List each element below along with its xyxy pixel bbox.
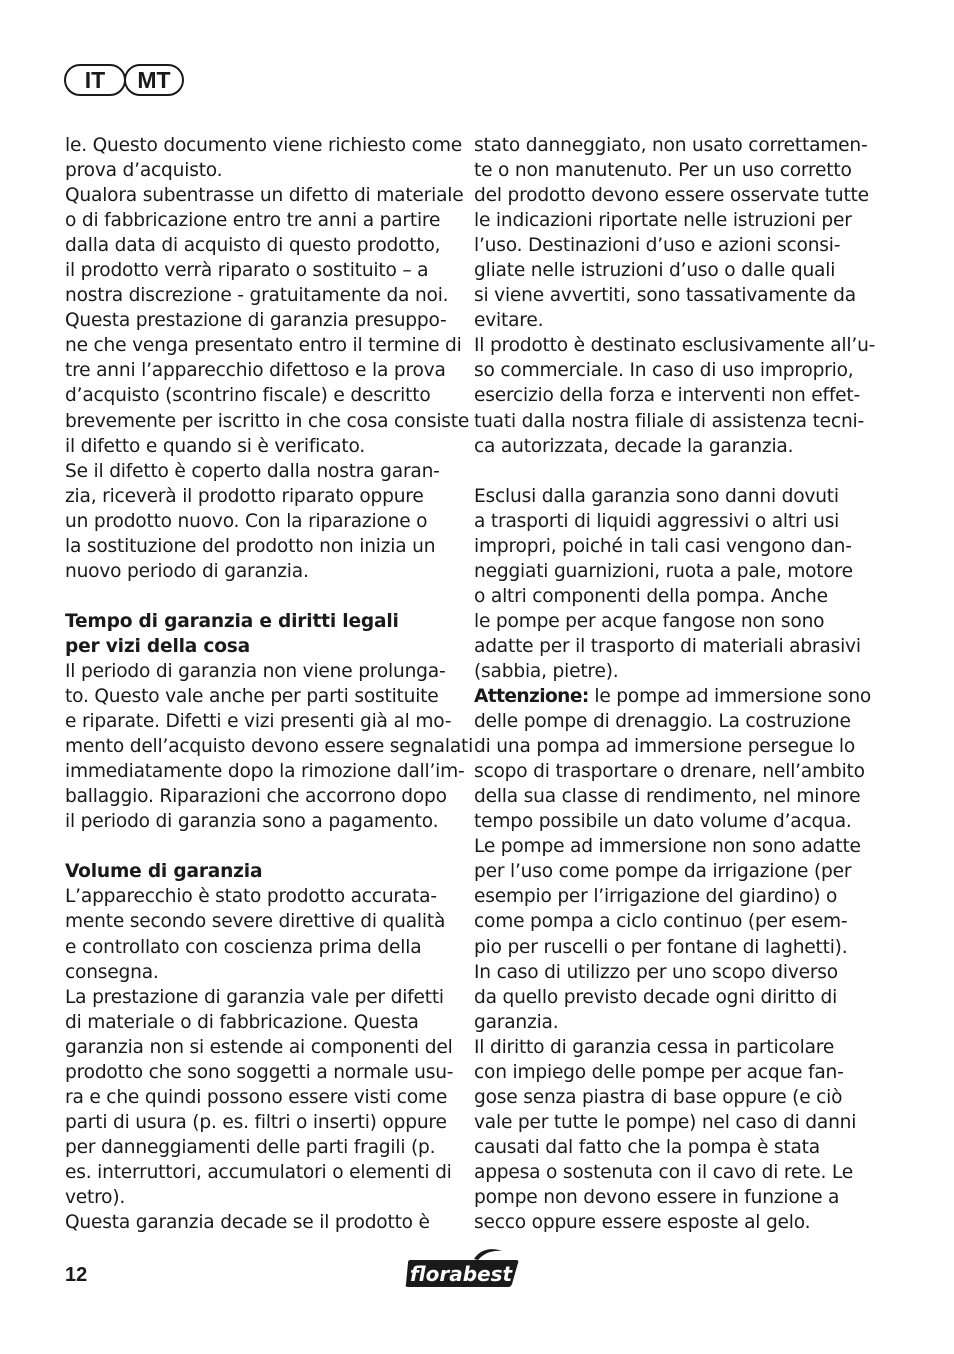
right-text-line: pompe non devono essere in funzione a — [474, 1186, 840, 1208]
right-text-line: a trasporti di liquidi aggressivi o altri usi — [474, 510, 840, 532]
florabest-logo — [404, 1246, 520, 1294]
right-text-line: delle pompe di drenaggio. La costruzione — [474, 711, 851, 733]
right-text-line: di una pompa ad immersione persegue lo — [474, 736, 855, 758]
left-text-line: il prodotto verrà riparato o sostituito – a — [65, 260, 429, 282]
right-text-line: l’uso. Destinazioni d’uso e azioni sconsi- — [474, 235, 841, 257]
right-text-line: del prodotto devono essere osservate tutte — [474, 185, 869, 207]
left-text-line: mente secondo severe direttive di qualità — [65, 911, 446, 933]
lang-badge-it: IT — [64, 64, 126, 96]
right-text-line: gose senza piastra di base oppure (e ciò — [474, 1086, 843, 1108]
right-text-line: In caso di utilizzo per uno scopo diverso — [474, 961, 838, 983]
right-text-line: te o non manutenuto. Per un uso corretto — [474, 160, 852, 182]
right-text-line: (sabbia, pietre). — [474, 660, 619, 682]
right-text-line: Le pompe ad immersione non sono adatte — [474, 836, 861, 858]
left-text-line: ballaggio. Riparazioni che accorrono dopo — [65, 786, 447, 808]
right-text-line: come pompa a ciclo continuo (per esem- — [474, 911, 848, 933]
attention-text: le pompe ad immersione sono — [588, 686, 872, 708]
right-text-line: garanzia. — [474, 1011, 559, 1033]
left-text-line: tre anni l’apparecchio difettoso e la prova — [65, 360, 446, 382]
left-text-line: di materiale o di fabbricazione. Questa — [65, 1011, 419, 1033]
right-text-line: o altri componenti della pompa. Anche — [474, 585, 828, 607]
right-text-line: Esclusi dalla garanzia sono danni dovuti — [474, 485, 839, 507]
logo-text: florabest — [409, 1262, 513, 1286]
right-text-line: per l’uso come pompe da irrigazione (per — [474, 861, 852, 883]
left-text-column — [65, 133, 474, 1235]
lang-badge-mt: MT — [124, 64, 184, 96]
right-text-line: da quello previsto decade ogni diritto di — [474, 986, 838, 1008]
left-text-line: consegna. — [65, 961, 159, 983]
right-text-line: le pompe per acque fangose non sono — [474, 610, 825, 632]
right-text-line: secco oppure essere esposte al gelo. — [474, 1212, 811, 1234]
left-section-heading: per vizi della cosa — [65, 635, 251, 657]
left-text-line: per danneggiamenti delle parti fragili (p. — [65, 1136, 436, 1158]
left-text-line: le. Questo documento viene richiesto come — [65, 135, 463, 156]
left-text-line: La prestazione di garanzia vale per difetti — [65, 986, 444, 1008]
left-text-line: il difetto e quando si è verificato. — [65, 435, 366, 457]
right-text-line: appesa o sostenuta con il cavo di rete. Le — [474, 1161, 853, 1183]
left-text-line: nuovo periodo di garanzia. — [65, 560, 309, 582]
left-text-line: garanzia non si estende ai componenti del — [65, 1036, 453, 1058]
right-text-line — [474, 684, 872, 709]
left-text-line: d’acquisto (scontrino fiscale) e descritto — [65, 385, 431, 407]
left-text-line: to. Questo vale anche per parti sostituite — [65, 686, 439, 708]
left-text-line: un prodotto nuovo. Con la riparazione o — [65, 510, 428, 532]
left-text-line: ra e che quindi possono essere visti come — [65, 1086, 448, 1108]
right-text-line: neggiati guarnizioni, ruota a pale, motore — [474, 560, 853, 582]
right-text-line: Il diritto di garanzia cessa in particolare — [474, 1036, 835, 1058]
left-text-line: e controllato con coscienza prima della — [65, 936, 422, 958]
right-text-line: ca autorizzata, decade la garanzia. — [474, 435, 794, 457]
left-text-line: Se il difetto è coperto dalla nostra garan- — [65, 460, 440, 482]
left-text-line: ne che venga presentato entro il termine di — [65, 335, 462, 357]
language-badges — [64, 64, 184, 96]
right-text-line: con impiego delle pompe per acque fan- — [474, 1061, 844, 1083]
right-text-line: pio per ruscelli o per fontane di laghetti). — [474, 936, 848, 958]
left-text-line: nostra discrezione - gratuitamente da noi. — [65, 285, 449, 307]
florabest-logo-graphic — [404, 1246, 520, 1290]
left-section-heading: Volume di garanzia — [65, 861, 263, 883]
left-text-line: zia, riceverà il prodotto riparato oppure — [65, 485, 424, 507]
right-text-line: tuati dalla nostra filiale di assistenza tecni- — [474, 410, 865, 432]
left-text-line: o di fabbricazione entro tre anni a partire — [65, 210, 441, 232]
right-text-line: stato danneggiato, non usato correttamen- — [474, 135, 868, 156]
left-text-line: Questa garanzia decade se il prodotto è — [65, 1212, 430, 1234]
right-text-line: tempo possibile un dato volume d’acqua. — [474, 811, 852, 833]
left-text-line: parti di usura (p. es. filtri o inserti) oppure — [65, 1111, 447, 1133]
left-text-line: Questa prestazione di garanzia presuppo- — [65, 310, 447, 332]
left-text-line: dalla data di acquisto di questo prodotto, — [65, 235, 441, 257]
right-text-line: esercizio della forza e interventi non effet- — [474, 385, 861, 407]
right-text-column — [474, 133, 876, 1235]
left-text-line: e riparate. Difetti e vizi presenti già al mo- — [65, 711, 452, 733]
right-paragraph-gap — [474, 459, 862, 484]
right-text-line: so commerciale. In caso di uso improprio, — [474, 360, 854, 382]
right-text-line: causati dal fatto che la pompa è stata — [474, 1136, 820, 1158]
right-text-line: scopo di trasportare o drenare, nell’ambito — [474, 761, 865, 783]
right-text-line: adatte per il trasporto di materiali abrasivi — [474, 635, 861, 657]
right-text-line: Il prodotto è destinato esclusivamente all’u- — [474, 335, 876, 357]
right-text-line: della sua classe di rendimento, nel minore — [474, 786, 861, 808]
left-text-line: Qualora subentrasse un difetto di materiale — [65, 185, 464, 207]
right-text-line: vale per tutte le pompe) nel caso di danni — [474, 1111, 857, 1133]
right-text-line: esempio per l’irrigazione del giardino) o — [474, 886, 838, 908]
left-section-heading: Tempo di garanzia e diritti legali — [65, 610, 399, 632]
left-text-line: Il periodo di garanzia non viene prolunga- — [65, 660, 446, 682]
right-text-line: evitare. — [474, 310, 544, 332]
left-text-line: immediatamente dopo la rimozione dall’im- — [65, 761, 465, 783]
left-text-line: brevemente per iscritto in che cosa consiste — [65, 410, 470, 432]
left-text-line: mento dell’acquisto devono essere segnalati — [65, 736, 474, 758]
left-text-line: vetro). — [65, 1186, 126, 1208]
left-text-line: prova d’acquisto. — [65, 160, 223, 182]
left-text-line: il periodo di garanzia sono a pagamento. — [65, 811, 439, 833]
page-number: 12 — [65, 1264, 88, 1286]
right-text-line: si viene avvertiti, sono tassativamente da — [474, 285, 856, 307]
left-text-line: es. interruttori, accumulatori o elementi di — [65, 1161, 452, 1183]
right-text-line: impropri, poiché in tali casi vengono dan- — [474, 535, 852, 557]
left-text-line: la sostituzione del prodotto non inizia un — [65, 535, 436, 557]
attention-label: Attenzione: — [474, 686, 589, 708]
right-text-line: gliate nelle istruzioni d’uso o dalle quali — [474, 260, 836, 282]
left-text-line: prodotto che sono soggetti a normale usu- — [65, 1061, 454, 1083]
left-text-line: L’apparecchio è stato prodotto accurata- — [65, 886, 437, 908]
left-paragraph-gap — [65, 834, 453, 859]
right-text-line: le indicazioni riportate nelle istruzioni per — [474, 210, 852, 232]
left-paragraph-gap — [65, 584, 453, 609]
